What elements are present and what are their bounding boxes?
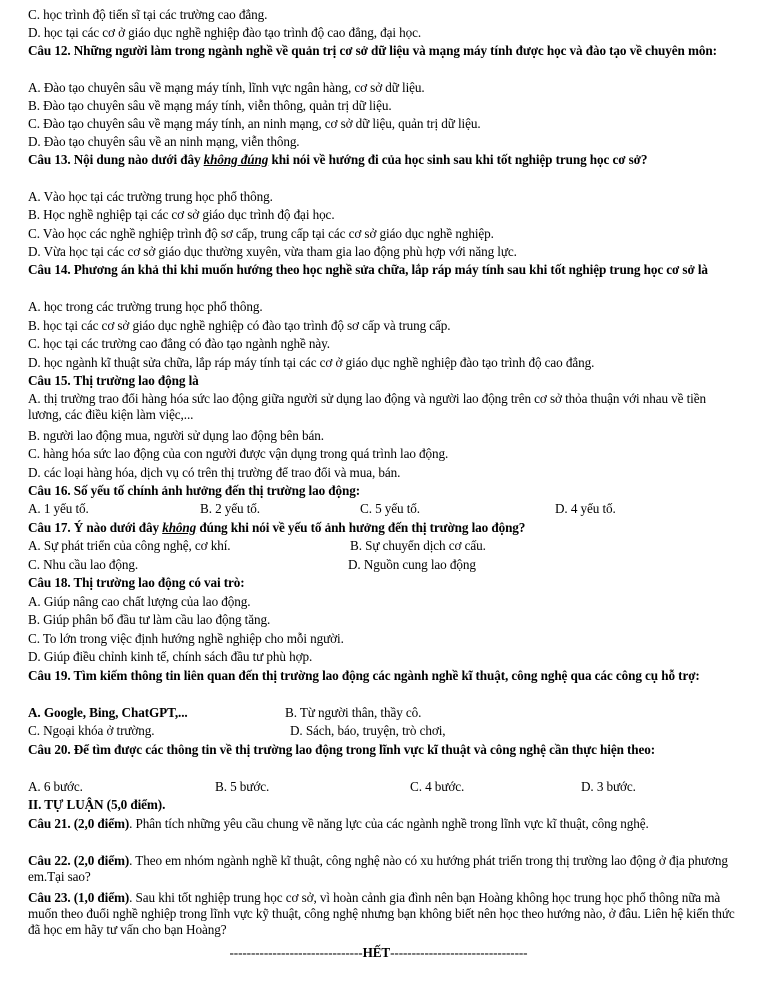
question-17-title [28,520,735,536]
q20-option-d: D. 3 bước. [581,779,636,794]
q13-option-a: A. Vào học tại các trường trung học phổ thông. [28,189,273,204]
question-20-title: Câu 20. Để tìm được các thông tin về thị trường lao động trong lĩnh vực kĩ thuật và công nghệ cần thực hiện theo: [28,742,656,757]
q17-option-c: C. Nhu cầu lao động. [28,557,139,572]
q20-option-b: B. 5 bước. [215,779,270,794]
q23-text: . Sau khi tốt nghiệp trung học cơ sở, vì hoàn cảnh gia đình nên bạn Hoàng không học trung học phổ thông nữa mà muốn theo đuổi nghề nghiệp trong lĩnh vực kỹ thuật, công nghệ nhưng bạn không biết nên học theo hướng nào, ở đâu. Liên hệ kiến thức đã học em hãy tư vấn cho bạn Hoàng? [28,890,735,937]
end-dashes-left: ------------------------------- [229,945,363,960]
question-22 [28,853,735,885]
question-14-title: Câu 14. Phương án khả thi khi muốn hướng theo học nghề sửa chữa, lắp ráp máy tính sau khi tốt nghiệp trung học cơ sở là [28,262,708,277]
q21-label: Câu 21. (2,0 điểm) [28,816,130,831]
q19-option-d: D. Sách, báo, truyện, trò chơi, [290,723,446,738]
part-2-heading: II. TỰ LUẬN (5,0 điểm). [28,797,166,812]
q16-option-b: B. 2 yếu tố. [200,501,260,516]
q12-option-b: B. Đào tạo chuyên sâu về mạng máy tính, viễn thông, quản trị dữ liệu. [28,98,392,113]
q14-option-d: D. học ngành kĩ thuật sửa chữa, lắp ráp máy tính tại các cơ ở giáo dục nghề nghiệp đào tạo trình độ cao đẳng. [28,355,595,370]
q17-option-d: D. Nguồn cung lao động [348,557,476,572]
q14-option-c: C. học tại các trường cao đẳng có đào tạo ngành nghề này. [28,336,330,351]
q15-option-c: C. hàng hóa sức lao động của con người được vận dụng trong quá trình lao động. [28,446,449,461]
q20-option-c: C. 4 bước. [410,779,465,794]
q20-option-a: A. 6 bước. [28,779,83,794]
q18-option-a: A. Giúp nâng cao chất lượng của lao động. [28,594,251,609]
question-18-title: Câu 18. Thị trường lao động có vai trò: [28,575,245,590]
q17-title-negation: không [162,520,197,535]
question-19-title: Câu 19. Tìm kiếm thông tin liên quan đến thị trường lao động các ngành nghề kĩ thuật, công nghệ qua các công cụ hỗ trợ: [28,668,700,683]
q13-title-post: khi nói về hướng đi của học sinh sau khi tốt nghiệp trung học cơ sở? [268,152,648,167]
q22-text: . Theo em nhóm ngành nghề kĩ thuật, công nghệ nào có xu hướng phát triển trong thị trường lao động ở địa phương em.Tại sao? [28,853,728,884]
q18-option-c: C. To lớn trong việc định hướng nghề nghiệp cho mỗi người. [28,631,344,646]
q13-option-b: B. Học nghề nghiệp tại các cơ sở giáo dục trình độ đại học. [28,207,335,222]
q14-option-a: A. học trong các trường trung học phổ thông. [28,299,263,314]
q22-label: Câu 22. (2,0 điểm) [28,853,130,868]
q12-option-c: C. Đào tạo chuyên sâu về mạng máy tính, an ninh mạng, cơ sở dữ liệu, quản trị dữ liệu. [28,116,481,131]
question-12-title: Câu 12. Những người làm trong ngành nghề về quản trị cơ sở dữ liệu và mạng máy tính được học và đào tạo về chuyên môn: [28,43,717,58]
end-label: HẾT [362,945,391,960]
q17-option-b: B. Sự chuyển dịch cơ cấu. [350,538,486,553]
q15-option-d: D. các loại hàng hóa, dịch vụ có trên thị trường để trao đổi và mua, bán. [28,465,401,480]
question-15-title: Câu 15. Thị trường lao động là [28,373,199,388]
q19-option-c: C. Ngoại khóa ở trường. [28,723,155,738]
q13-option-d: D. Vừa học tại các cơ sở giáo dục thường xuyên, vừa tham gia lao động phù hợp với năng lực. [28,244,517,259]
q17-option-a: A. Sự phát triển của công nghệ, cơ khí. [28,538,231,553]
q13-title-negation: không đúng [203,152,269,167]
question-23 [28,890,735,938]
option-d-prev: D. học tại các cơ ở giáo dục nghề nghiệp đào tạo trình độ cao đẳng, đại học. [28,25,422,40]
q18-option-d: D. Giúp điều chỉnh kinh tế, chính sách đầu tư phù hợp. [28,649,313,664]
end-dashes-right: -------------------------------- [390,945,528,960]
q13-title-pre: Câu 13. Nội dung nào dưới đây [28,152,204,167]
q17-title-pre: Câu 17. Ý nào dưới đây [28,520,163,535]
q14-option-b: B. học tại các cơ sở giáo dục nghề nghiệp có đào tạo trình độ sơ cấp và trung cấp. [28,318,451,333]
q15-option-b: B. người lao động mua, người sử dụng lao động bên bán. [28,428,324,443]
q16-option-d: D. 4 yếu tố. [555,501,616,516]
option-c-prev: C. học trình độ tiến sĩ tại các trường cao đẳng. [28,7,268,22]
q21-text: . Phân tích những yêu cầu chung về năng lực của các ngành nghề trong lĩnh vực kĩ thuật, công nghệ. [129,816,649,831]
question-13-title [28,152,735,168]
q19-option-a: A. Google, Bing, ChatGPT,... [28,705,188,720]
q19-option-b: B. Từ người thân, thầy cô. [285,705,422,720]
q15-option-a: A. thị trường trao đổi hàng hóa sức lao động giữa người sử dụng lao động và người lao động trên cơ sở thỏa thuận với nhau về tiền lương, các điều kiện làm việc,... [28,391,706,422]
q12-option-d: D. Đào tạo chuyên sâu về an ninh mạng, viễn thông. [28,134,300,149]
question-21 [28,816,735,832]
question-16-title: Câu 16. Số yếu tố chính ảnh hưởng đến thị trường lao động: [28,483,361,498]
q13-option-c: C. Vào học các nghề nghiệp trình độ sơ cấp, trung cấp tại các cơ sở giáo dục nghề nghiệp. [28,226,494,241]
q18-option-b: B. Giúp phân bổ đầu tư làm cầu lao động tăng. [28,612,271,627]
q16-option-a: A. 1 yếu tố. [28,501,89,516]
q12-option-a: A. Đào tạo chuyên sâu về mạng máy tính, lĩnh vực ngân hàng, cơ sở dữ liệu. [28,80,425,95]
q16-option-c: C. 5 yếu tố. [360,501,420,516]
end-marker [0,945,757,961]
q23-label: Câu 23. (1,0 điểm) [28,890,130,905]
q17-title-post: đúng khi nói về yếu tố ảnh hưởng đến thị trường lao động? [196,520,526,535]
